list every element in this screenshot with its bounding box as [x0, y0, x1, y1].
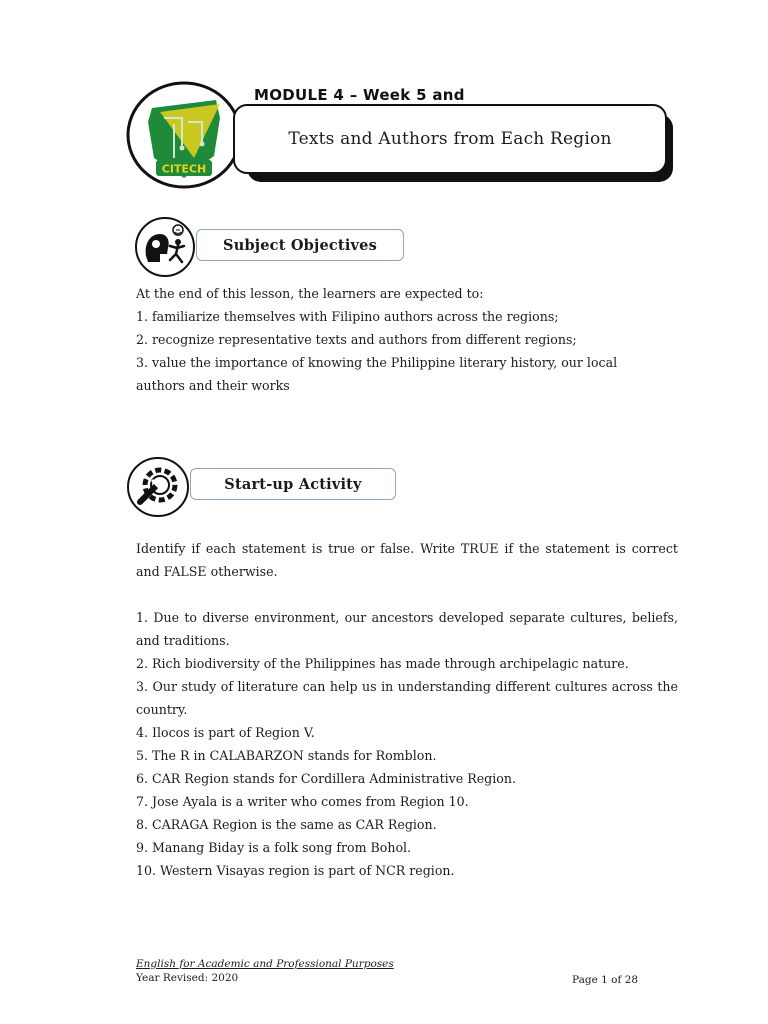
statement-item: 9. Manang Biday is a folk song from Bohol.	[136, 840, 412, 855]
footer-year-revised: Year Revised: 2020	[136, 972, 239, 984]
school-logo	[124, 78, 244, 190]
statement-item: 7. Jose Ayala is a writer who comes from Region 10.	[136, 794, 469, 809]
statement-item: 2. Rich biodiversity of the Philippines has made through archipelagic nature.	[136, 656, 629, 671]
objective-item: 3. value the importance of knowing the Philippine literary history, our local	[136, 355, 618, 370]
objective-item: authors and their works	[136, 378, 290, 393]
objective-item: 2. recognize representative texts and authors from different regions;	[136, 332, 577, 347]
statement-item: 6. CAR Region stands for Cordillera Administrative Region.	[136, 771, 516, 786]
startup-icon	[126, 456, 190, 518]
startup-statements	[136, 606, 678, 882]
objectives-icon	[134, 216, 196, 278]
startup-instructions: Identify if each statement is true or false. Write TRUE if the statement is correct and FALSE otherwise.	[136, 541, 678, 579]
statement-item: 3. Our study of literature can help us in understanding different cultures across the country.	[136, 679, 678, 717]
statement-item: 5. The R in CALABARZON stands for Romblon.	[136, 748, 437, 763]
subject-objectives-label: Subject Objectives	[196, 229, 404, 261]
objectives-text	[136, 282, 678, 397]
logo-text: CITECH	[161, 162, 207, 176]
footer-course: English for Academic and Professional Purposes	[136, 958, 394, 970]
statement-item: 10. Western Visayas region is part of NCR region.	[136, 863, 455, 878]
objective-item: 1. familiarize themselves with Filipino authors across the regions;	[136, 309, 559, 324]
statement-item: 8. CARAGA Region is the same as CAR Region.	[136, 817, 437, 832]
startup-activity-label: Start-up Activity	[190, 468, 396, 500]
statement-item: 1. Due to diverse environment, our ancestors developed separate cultures, beliefs, and traditions.	[136, 610, 678, 648]
statement-item: 4. Ilocos is part of Region V.	[136, 725, 315, 740]
objectives-intro: At the end of this lesson, the learners are expected to:	[136, 286, 484, 301]
lesson-title: Texts and Authors from Each Region	[233, 104, 667, 174]
module-title: MODULE 4 – Week 5 and	[254, 86, 465, 104]
footer-page-number: Page 1 of 28	[572, 974, 639, 986]
